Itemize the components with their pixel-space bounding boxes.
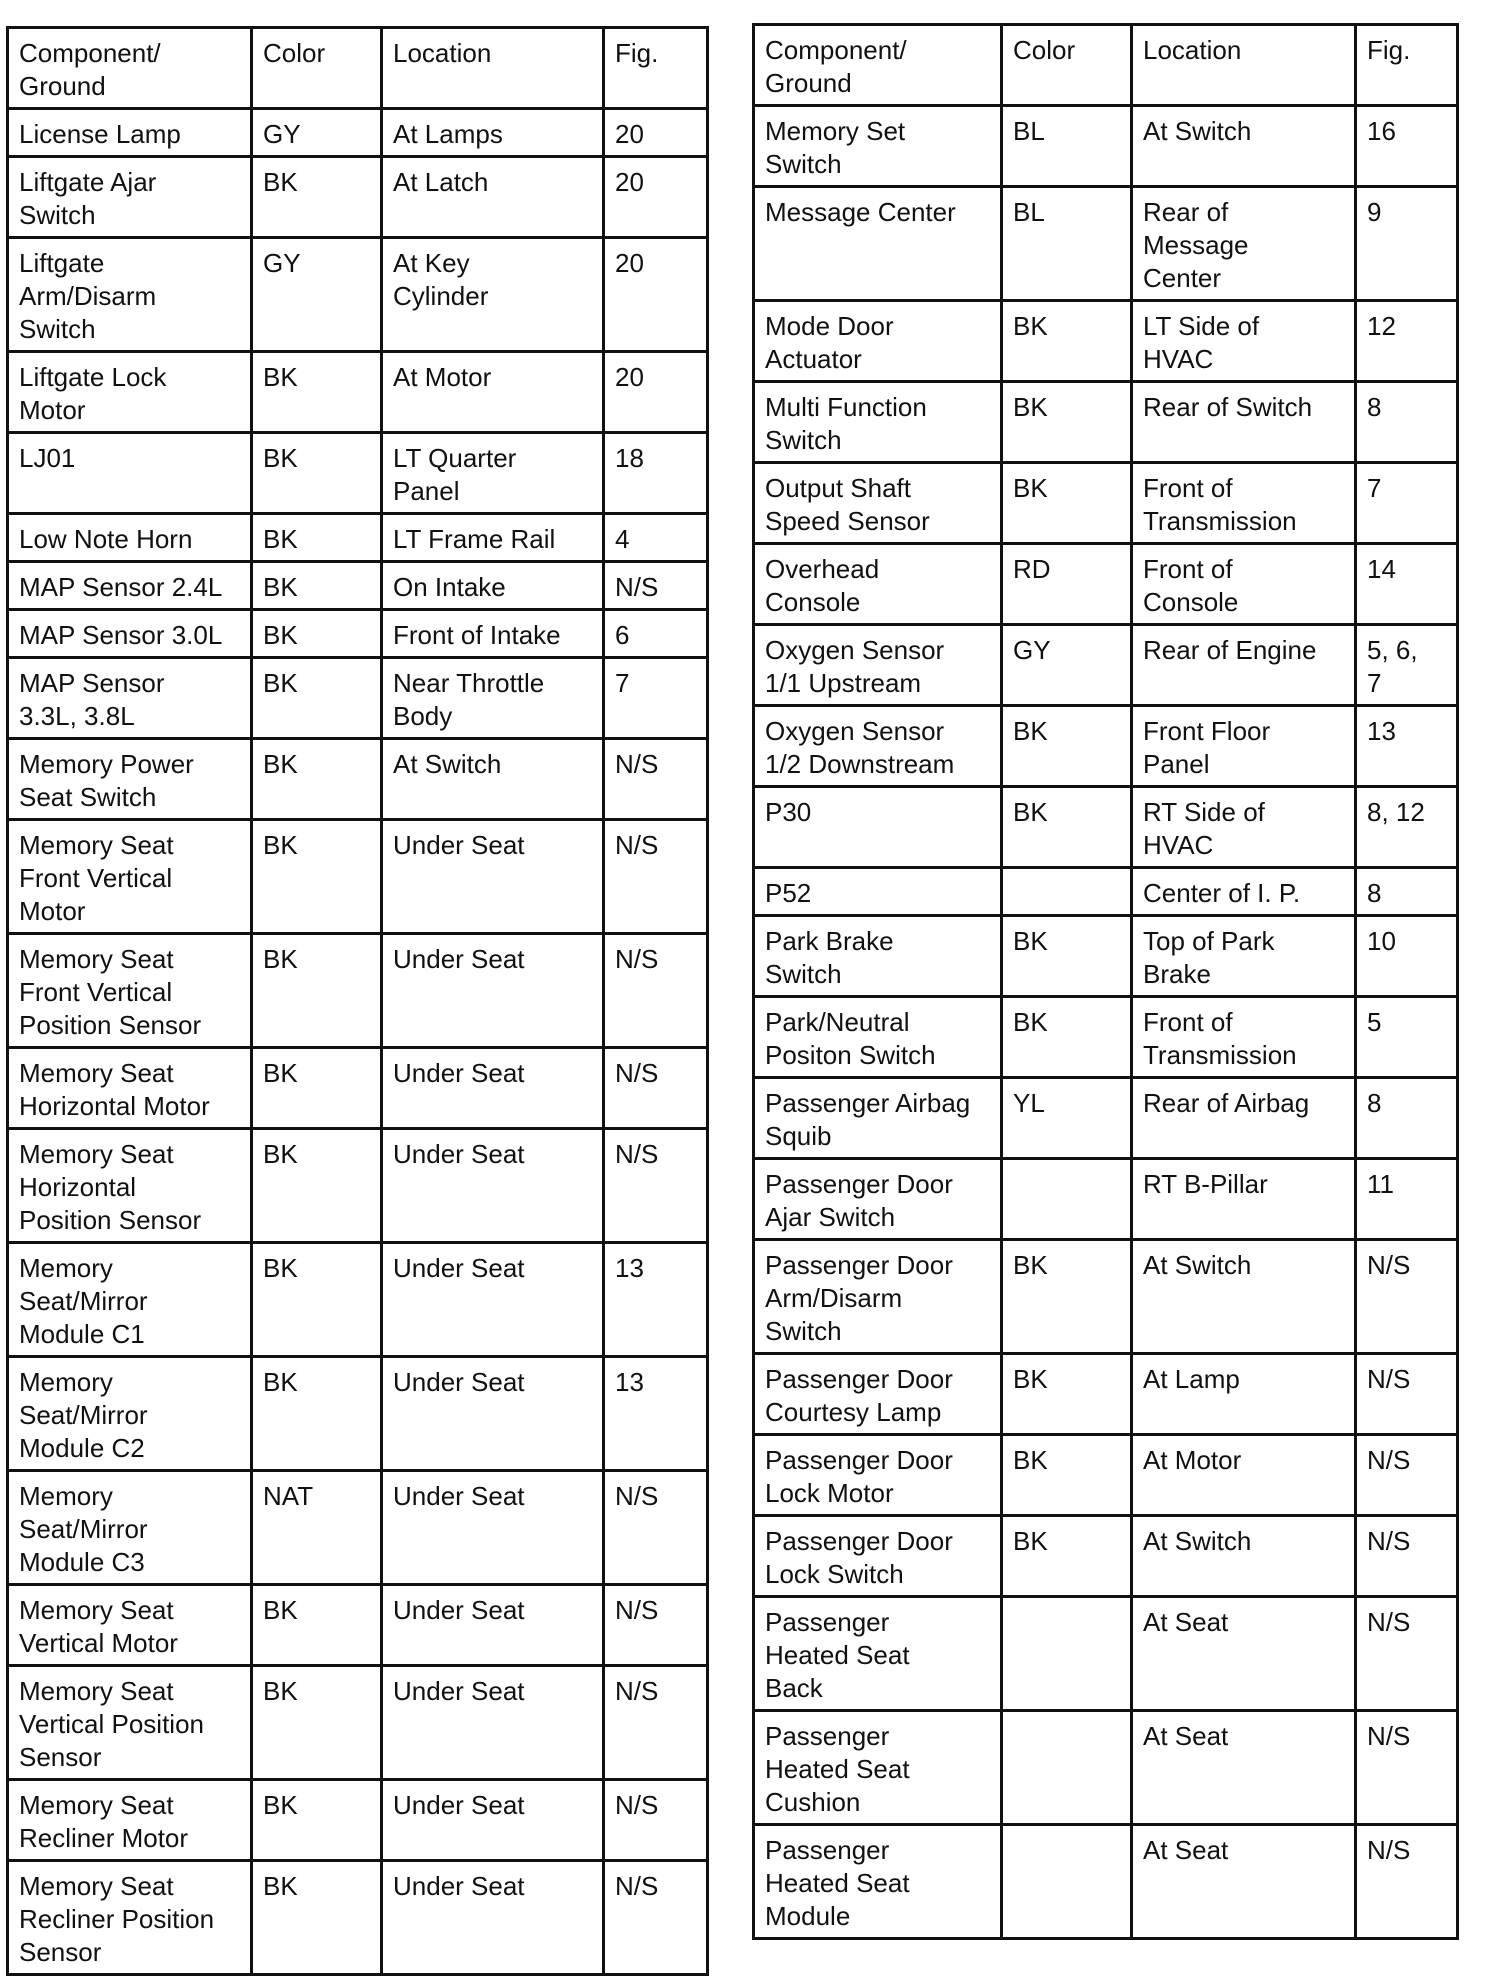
cell-location: At Seat xyxy=(1132,1711,1356,1825)
header-cell-color: Color xyxy=(252,28,382,109)
cell-color: BK xyxy=(252,1666,382,1780)
cell-location: Front of Console xyxy=(1132,544,1356,625)
cell-location: At Switch xyxy=(1132,1240,1356,1354)
cell-location: Top of Park Brake xyxy=(1132,916,1356,997)
table-row xyxy=(8,433,708,514)
cell-location: Under Seat xyxy=(382,1048,604,1129)
cell-color xyxy=(1002,1825,1132,1939)
cell-fig: N/S xyxy=(604,1129,708,1243)
cell-fig: 7 xyxy=(1356,463,1458,544)
cell-location: Rear of Engine xyxy=(1132,625,1356,706)
cell-color xyxy=(1002,1597,1132,1711)
cell-color: RD xyxy=(1002,544,1132,625)
cell-color: YL xyxy=(1002,1078,1132,1159)
cell-color: BL xyxy=(1002,106,1132,187)
cell-fig: 7 xyxy=(604,658,708,739)
cell-fig: N/S xyxy=(1356,1711,1458,1825)
table-row xyxy=(8,820,708,934)
cell-component: Memory Power Seat Switch xyxy=(8,739,252,820)
table-row xyxy=(754,382,1458,463)
cell-location: LT Quarter Panel xyxy=(382,433,604,514)
cell-component: Memory Seat Vertical Position Sensor xyxy=(8,1666,252,1780)
cell-color: BK xyxy=(1002,1240,1132,1354)
cell-color: BK xyxy=(252,562,382,610)
cell-component: Memory Seat/Mirror Module C3 xyxy=(8,1471,252,1585)
table-row xyxy=(754,187,1458,301)
cell-location: At Motor xyxy=(382,352,604,433)
cell-color: NAT xyxy=(252,1471,382,1585)
cell-fig: N/S xyxy=(604,739,708,820)
table-row xyxy=(754,463,1458,544)
table-row xyxy=(8,1243,708,1357)
cell-location: Under Seat xyxy=(382,1780,604,1861)
table-row xyxy=(8,1666,708,1780)
cell-location: At Latch xyxy=(382,157,604,238)
cell-location: Under Seat xyxy=(382,1861,604,1975)
cell-component: Park Brake Switch xyxy=(754,916,1002,997)
cell-fig: 20 xyxy=(604,157,708,238)
cell-fig: N/S xyxy=(604,1666,708,1780)
table-row xyxy=(754,1825,1458,1939)
cell-component: Mode Door Actuator xyxy=(754,301,1002,382)
cell-color xyxy=(1002,868,1132,916)
cell-location: Under Seat xyxy=(382,934,604,1048)
cell-component: Memory Seat Recliner Motor xyxy=(8,1780,252,1861)
cell-component: MAP Sensor 3.0L xyxy=(8,610,252,658)
header-cell-fig: Fig. xyxy=(1356,25,1458,106)
cell-component: Passenger Door Courtesy Lamp xyxy=(754,1354,1002,1435)
cell-color: BK xyxy=(252,820,382,934)
cell-location: At Switch xyxy=(1132,106,1356,187)
cell-component: MAP Sensor 2.4L xyxy=(8,562,252,610)
cell-location: Rear of Switch xyxy=(1132,382,1356,463)
cell-component: Passenger Airbag Squib xyxy=(754,1078,1002,1159)
cell-color: BK xyxy=(1002,997,1132,1078)
cell-color: BK xyxy=(1002,301,1132,382)
cell-color: GY xyxy=(252,109,382,157)
header-cell-component: Component/ Ground xyxy=(8,28,252,109)
table-row xyxy=(754,997,1458,1078)
cell-color: BK xyxy=(1002,1435,1132,1516)
cell-fig: N/S xyxy=(604,934,708,1048)
cell-fig: 11 xyxy=(1356,1159,1458,1240)
cell-color: BK xyxy=(252,157,382,238)
cell-color: BK xyxy=(1002,787,1132,868)
cell-fig: 10 xyxy=(1356,916,1458,997)
cell-component: Park/Neutral Positon Switch xyxy=(754,997,1002,1078)
cell-color: BK xyxy=(252,352,382,433)
cell-fig: 8, 12 xyxy=(1356,787,1458,868)
cell-component: Passenger Door Lock Motor xyxy=(754,1435,1002,1516)
cell-color: BK xyxy=(252,1780,382,1861)
cell-fig: 20 xyxy=(604,109,708,157)
cell-fig: 20 xyxy=(604,352,708,433)
cell-fig: 8 xyxy=(1356,868,1458,916)
table-row xyxy=(754,1516,1458,1597)
cell-fig: N/S xyxy=(604,1048,708,1129)
table-row xyxy=(754,868,1458,916)
cell-location: Front of Transmission xyxy=(1132,463,1356,544)
table-row xyxy=(754,1597,1458,1711)
table-row xyxy=(8,1780,708,1861)
cell-location: Under Seat xyxy=(382,1471,604,1585)
cell-color: BK xyxy=(252,934,382,1048)
cell-location: RT Side of HVAC xyxy=(1132,787,1356,868)
table-row xyxy=(754,1078,1458,1159)
cell-component: Memory Seat Horizontal Position Sensor xyxy=(8,1129,252,1243)
cell-color: BK xyxy=(252,1861,382,1975)
cell-component: Low Note Horn xyxy=(8,514,252,562)
cell-location: Under Seat xyxy=(382,1666,604,1780)
cell-component: Memory Set Switch xyxy=(754,106,1002,187)
cell-location: At Seat xyxy=(1132,1825,1356,1939)
cell-color: BK xyxy=(1002,382,1132,463)
cell-component: Passenger Door Lock Switch xyxy=(754,1516,1002,1597)
cell-location: At Switch xyxy=(382,739,604,820)
cell-location: LT Side of HVAC xyxy=(1132,301,1356,382)
table-row xyxy=(8,610,708,658)
cell-component: MAP Sensor 3.3L, 3.8L xyxy=(8,658,252,739)
cell-fig: 14 xyxy=(1356,544,1458,625)
table-row xyxy=(8,1129,708,1243)
cell-fig: 13 xyxy=(604,1243,708,1357)
cell-fig: 8 xyxy=(1356,1078,1458,1159)
cell-location: Center of I. P. xyxy=(1132,868,1356,916)
cell-color: BK xyxy=(252,1048,382,1129)
cell-color: BK xyxy=(1002,463,1132,544)
right-table-body xyxy=(754,25,1458,1939)
cell-component: Memory Seat Front Vertical Position Sensor xyxy=(8,934,252,1048)
table-row xyxy=(754,787,1458,868)
cell-location: Under Seat xyxy=(382,1243,604,1357)
cell-color: BK xyxy=(252,658,382,739)
cell-location: Front of Intake xyxy=(382,610,604,658)
cell-component: Memory Seat Recliner Position Sensor xyxy=(8,1861,252,1975)
table-row xyxy=(754,1711,1458,1825)
table-row xyxy=(8,1471,708,1585)
cell-location: At Key Cylinder xyxy=(382,238,604,352)
table-row xyxy=(754,1435,1458,1516)
cell-fig: 6 xyxy=(604,610,708,658)
cell-component: License Lamp xyxy=(8,109,252,157)
table-row xyxy=(8,658,708,739)
cell-color xyxy=(1002,1159,1132,1240)
table-row xyxy=(754,1354,1458,1435)
cell-fig: 16 xyxy=(1356,106,1458,187)
cell-color: BK xyxy=(252,433,382,514)
cell-fig: 5, 6, 7 xyxy=(1356,625,1458,706)
table-row xyxy=(754,301,1458,382)
cell-color: BK xyxy=(1002,706,1132,787)
cell-fig: N/S xyxy=(1356,1825,1458,1939)
cell-fig: N/S xyxy=(604,1471,708,1585)
table-row xyxy=(8,238,708,352)
cell-component: Passenger Door Ajar Switch xyxy=(754,1159,1002,1240)
table-row xyxy=(8,514,708,562)
cell-component: Passenger Heated Seat Cushion xyxy=(754,1711,1002,1825)
table-row xyxy=(754,625,1458,706)
header-cell-fig: Fig. xyxy=(604,28,708,109)
cell-color: BK xyxy=(1002,1516,1132,1597)
cell-fig: 5 xyxy=(1356,997,1458,1078)
table-row xyxy=(8,562,708,610)
cell-color: BK xyxy=(252,1585,382,1666)
cell-location: RT B-Pillar xyxy=(1132,1159,1356,1240)
cell-location: At Lamps xyxy=(382,109,604,157)
cell-location: At Lamp xyxy=(1132,1354,1356,1435)
table-row xyxy=(8,739,708,820)
table-row xyxy=(754,106,1458,187)
cell-component: Memory Seat/Mirror Module C2 xyxy=(8,1357,252,1471)
cell-component: P30 xyxy=(754,787,1002,868)
cell-fig: 13 xyxy=(604,1357,708,1471)
cell-color: BK xyxy=(252,610,382,658)
cell-fig: N/S xyxy=(1356,1597,1458,1711)
cell-color xyxy=(1002,1711,1132,1825)
table-row xyxy=(8,1357,708,1471)
cell-component: Liftgate Ajar Switch xyxy=(8,157,252,238)
cell-color: BK xyxy=(252,514,382,562)
cell-fig: N/S xyxy=(1356,1240,1458,1354)
cell-color: GY xyxy=(252,238,382,352)
table-row xyxy=(8,1585,708,1666)
cell-color: BK xyxy=(1002,916,1132,997)
table-row xyxy=(754,916,1458,997)
table-row xyxy=(8,1861,708,1975)
cell-fig: N/S xyxy=(1356,1435,1458,1516)
cell-location: Rear of Message Center xyxy=(1132,187,1356,301)
cell-component: Memory Seat Vertical Motor xyxy=(8,1585,252,1666)
cell-component: Memory Seat Front Vertical Motor xyxy=(8,820,252,934)
cell-location: LT Frame Rail xyxy=(382,514,604,562)
cell-location: Front Floor Panel xyxy=(1132,706,1356,787)
header-cell-component: Component/ Ground xyxy=(754,25,1002,106)
cell-component: Overhead Console xyxy=(754,544,1002,625)
cell-location: Under Seat xyxy=(382,1585,604,1666)
table-row xyxy=(8,109,708,157)
cell-location: Under Seat xyxy=(382,1357,604,1471)
cell-fig: 8 xyxy=(1356,382,1458,463)
cell-fig: N/S xyxy=(604,562,708,610)
cell-fig: N/S xyxy=(604,1861,708,1975)
left-ground-table xyxy=(6,26,709,1976)
cell-fig: N/S xyxy=(1356,1516,1458,1597)
cell-component: Message Center xyxy=(754,187,1002,301)
table-row xyxy=(754,544,1458,625)
left-table-body xyxy=(8,28,708,1975)
table-row xyxy=(8,157,708,238)
cell-fig: 9 xyxy=(1356,187,1458,301)
cell-component: P52 xyxy=(754,868,1002,916)
cell-component: Multi Function Switch xyxy=(754,382,1002,463)
cell-component: Memory Seat Horizontal Motor xyxy=(8,1048,252,1129)
cell-component: Passenger Heated Seat Back xyxy=(754,1597,1002,1711)
cell-fig: N/S xyxy=(604,820,708,934)
cell-location: At Motor xyxy=(1132,1435,1356,1516)
cell-component: Output Shaft Speed Sensor xyxy=(754,463,1002,544)
cell-location: Rear of Airbag xyxy=(1132,1078,1356,1159)
cell-fig: N/S xyxy=(604,1585,708,1666)
table-row xyxy=(8,352,708,433)
cell-component: Memory Seat/Mirror Module C1 xyxy=(8,1243,252,1357)
header-row xyxy=(754,25,1458,106)
cell-location: At Switch xyxy=(1132,1516,1356,1597)
header-cell-location: Location xyxy=(382,28,604,109)
table-row xyxy=(754,1159,1458,1240)
cell-location: Front of Transmission xyxy=(1132,997,1356,1078)
cell-location: At Seat xyxy=(1132,1597,1356,1711)
cell-component: LJ01 xyxy=(8,433,252,514)
table-row xyxy=(754,706,1458,787)
cell-color: BK xyxy=(252,1243,382,1357)
cell-component: Liftgate Lock Motor xyxy=(8,352,252,433)
cell-fig: 12 xyxy=(1356,301,1458,382)
header-cell-color: Color xyxy=(1002,25,1132,106)
cell-fig: N/S xyxy=(604,1780,708,1861)
header-row xyxy=(8,28,708,109)
right-ground-table xyxy=(752,23,1459,1940)
cell-component: Passenger Door Arm/Disarm Switch xyxy=(754,1240,1002,1354)
table-row xyxy=(8,934,708,1048)
cell-component: Liftgate Arm/Disarm Switch xyxy=(8,238,252,352)
cell-color: BK xyxy=(252,739,382,820)
cell-color: BL xyxy=(1002,187,1132,301)
cell-fig: N/S xyxy=(1356,1354,1458,1435)
cell-color: BK xyxy=(1002,1354,1132,1435)
cell-location: Under Seat xyxy=(382,820,604,934)
cell-component: Passenger Heated Seat Module xyxy=(754,1825,1002,1939)
table-row xyxy=(8,1048,708,1129)
cell-component: Oxygen Sensor 1/2 Downstream xyxy=(754,706,1002,787)
cell-location: On Intake xyxy=(382,562,604,610)
cell-color: BK xyxy=(252,1129,382,1243)
cell-location: Under Seat xyxy=(382,1129,604,1243)
cell-fig: 20 xyxy=(604,238,708,352)
cell-color: GY xyxy=(1002,625,1132,706)
cell-location: Near Throttle Body xyxy=(382,658,604,739)
cell-component: Oxygen Sensor 1/1 Upstream xyxy=(754,625,1002,706)
table-row xyxy=(754,1240,1458,1354)
header-cell-location: Location xyxy=(1132,25,1356,106)
cell-fig: 4 xyxy=(604,514,708,562)
cell-color: BK xyxy=(252,1357,382,1471)
cell-fig: 18 xyxy=(604,433,708,514)
cell-fig: 13 xyxy=(1356,706,1458,787)
